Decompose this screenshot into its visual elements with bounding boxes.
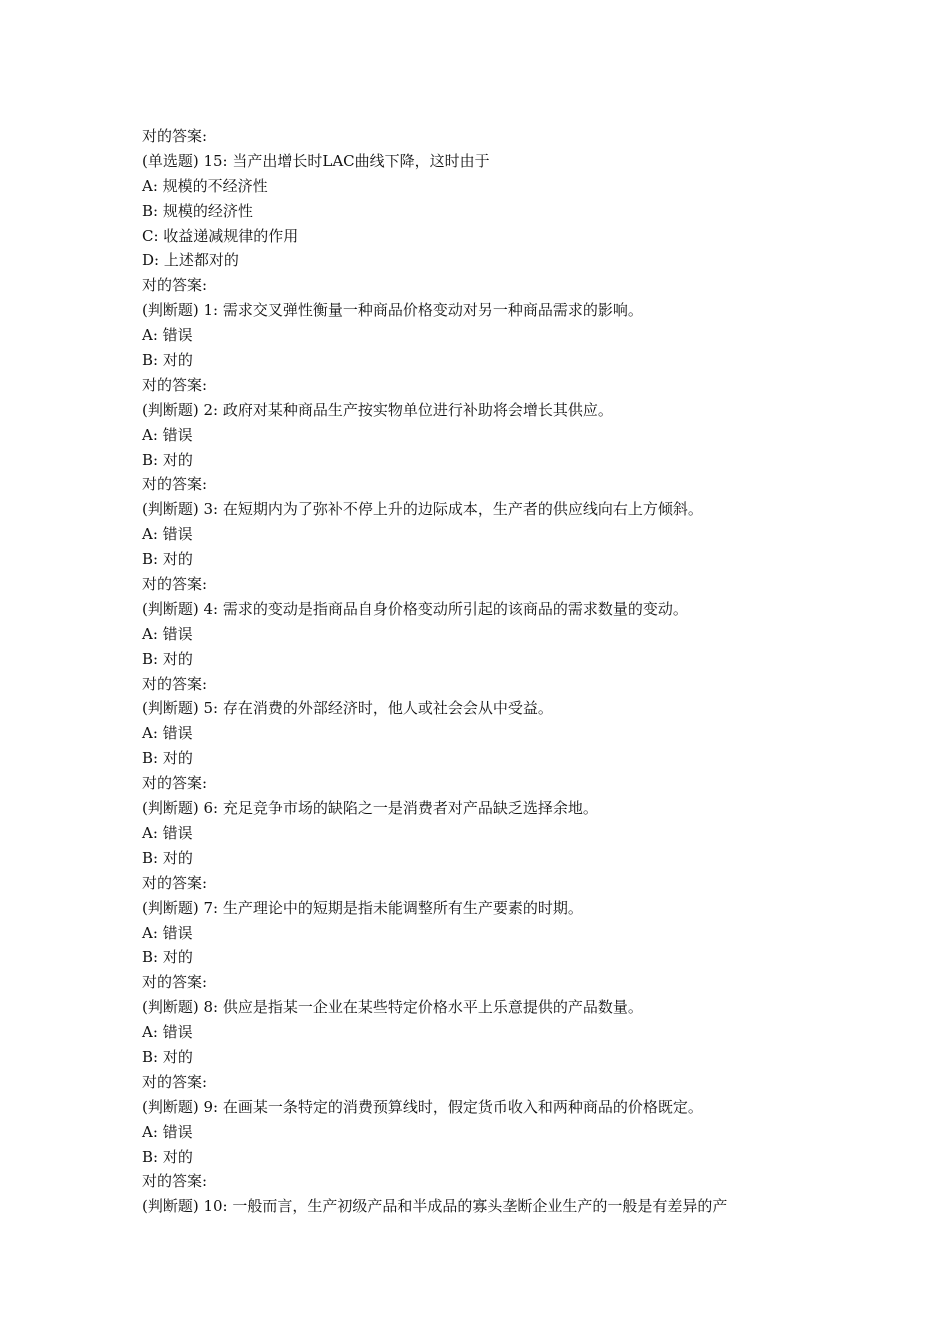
question-text: (判断题) 1: 需求交叉弹性衡量一种商品价格变动对另一种商品需求的影响。 (142, 301, 643, 320)
option-b: B: 对的 (142, 351, 193, 370)
question-text: (判断题) 4: 需求的变动是指商品自身价格变动所引起的该商品的需求数量的变动。 (142, 599, 688, 618)
option-b: B: 对的 (142, 649, 193, 668)
question-text: (判断题) 5: 存在消费的外部经济时，他人或社会会从中受益。 (142, 699, 553, 718)
question-text: (判断题) 9: 在画某一条特定的消费预算线时，假定货币收入和两种商品的价格既定。 (142, 1097, 703, 1116)
option-a: A: 规模的不经济性 (142, 176, 268, 195)
option-b: B: 对的 (142, 1147, 193, 1166)
option-b: B: 规模的经济性 (142, 201, 253, 220)
question-text: (判断题) 2: 政府对某种商品生产按实物单位进行补助将会增长其供应。 (142, 400, 613, 419)
option-a: A: 错误 (142, 525, 193, 544)
option-a: A: 错误 (142, 923, 193, 942)
answer-label: 对的答案: (142, 873, 208, 892)
answer-label: 对的答案: (142, 973, 208, 992)
answer-label: 对的答案: (142, 276, 208, 295)
answer-label: 对的答案: (142, 774, 208, 793)
option-a: A: 错误 (142, 624, 193, 643)
answer-label: 对的答案: (142, 127, 208, 145)
option-a: A: 错误 (142, 823, 193, 842)
option-c: C: 收益递减规律的作用 (142, 226, 299, 245)
answer-label: 对的答案: (142, 575, 208, 594)
option-b: B: 对的 (142, 749, 193, 768)
question-text: (单选题) 15: 当产出增长时LAC曲线下降，这时由于 (142, 151, 490, 170)
document-body (142, 124, 842, 1219)
option-a: A: 错误 (142, 326, 193, 345)
answer-label: 对的答案: (142, 674, 208, 693)
option-d: D: 上述都对的 (142, 251, 239, 270)
question-text: (判断题) 7: 生产理论中的短期是指未能调整所有生产要素的时期。 (142, 898, 583, 917)
option-b: B: 对的 (142, 1047, 193, 1066)
answer-label: 对的答案: (142, 1072, 208, 1091)
question-text: (判断题) 8: 供应是指某一企业在某些特定价格水平上乐意提供的产品数量。 (142, 998, 643, 1017)
option-a: A: 错误 (142, 425, 193, 444)
question-text: (判断题) 6: 充足竞争市场的缺陷之一是消费者对产品缺乏选择余地。 (142, 799, 598, 818)
option-b: B: 对的 (142, 450, 193, 469)
option-b: B: 对的 (142, 848, 193, 867)
answer-label: 对的答案: (142, 475, 208, 494)
option-b: B: 对的 (142, 550, 193, 569)
option-b: B: 对的 (142, 948, 193, 967)
question-text: (判断题) 10: 一般而言，生产初级产品和半成品的寡头垄断企业生产的一般是有差异的产 (142, 1197, 728, 1216)
answer-label: 对的答案: (142, 1172, 208, 1191)
option-a: A: 错误 (142, 1023, 193, 1042)
question-text: (判断题) 3: 在短期内为了弥补不停上升的边际成本，生产者的供应线向右上方倾斜。 (142, 500, 703, 519)
option-a: A: 错误 (142, 724, 193, 743)
answer-label: 对的答案: (142, 375, 208, 394)
option-a: A: 错误 (142, 1122, 193, 1141)
